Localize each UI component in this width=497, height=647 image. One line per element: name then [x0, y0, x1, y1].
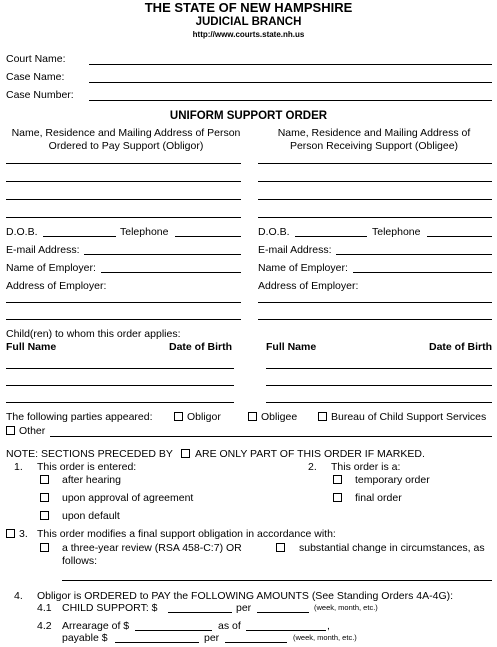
children-dob-header-right: Date of Birth	[429, 341, 492, 353]
obligee-heading-1: Name, Residence and Mailing Address of	[277, 127, 471, 139]
court-name-field[interactable]	[89, 64, 492, 65]
arrearage-label: Arrearage of $	[62, 620, 130, 632]
child-support-period-field[interactable]	[257, 612, 309, 613]
obligee-telephone-field[interactable]	[427, 236, 492, 237]
temporary-order-checkbox[interactable]	[333, 475, 342, 484]
upon-default-checkbox[interactable]	[40, 511, 49, 520]
obligee-dob-label: D.O.B.	[258, 226, 290, 238]
obligor-appeared-checkbox[interactable]	[174, 412, 183, 421]
substantial-change-follows: follows:	[62, 555, 98, 567]
arrearage-asof-label: as of	[218, 620, 241, 632]
children-fullname-header-left: Full Name	[6, 341, 57, 353]
parties-label: The following parties appeared:	[6, 411, 153, 423]
final-order-checkbox[interactable]	[333, 493, 342, 502]
after-hearing-label: after hearing	[62, 474, 121, 486]
child-line-right-2[interactable]	[266, 385, 492, 386]
obligor-dob-field[interactable]	[43, 236, 116, 237]
upon-default-label: upon default	[62, 510, 120, 522]
section2-number: 2.	[308, 461, 317, 473]
note-checkbox-sample	[181, 449, 190, 458]
obligee-appeared-checkbox[interactable]	[248, 412, 257, 421]
obligee-telephone-label: Telephone	[372, 226, 421, 238]
section42-number: 4.2	[37, 620, 52, 632]
obligee-address-line-2[interactable]	[258, 181, 492, 182]
child-line-right-3[interactable]	[266, 402, 492, 403]
state-title: THE STATE OF NEW HAMPSHIRE	[144, 0, 353, 15]
obligor-dob-label: D.O.B.	[6, 226, 38, 238]
bcss-appeared-label: Bureau of Child Support Services	[331, 411, 487, 423]
children-fullname-header-right: Full Name	[266, 341, 317, 353]
obligee-heading-2: Person Receiving Support (Obligee)	[289, 140, 459, 152]
children-dob-header-left: Date of Birth	[169, 341, 232, 353]
note-text-before: NOTE: SECTIONS PRECEDED BY	[6, 448, 173, 460]
obligor-employer-address-line-2[interactable]	[6, 319, 241, 320]
obligor-address-line-2[interactable]	[6, 181, 241, 182]
child-line-left-1[interactable]	[6, 368, 234, 369]
obligee-address-line-4[interactable]	[258, 217, 492, 218]
arrearage-comma: ,	[327, 620, 330, 632]
three-year-review-checkbox[interactable]	[40, 543, 49, 552]
child-line-left-2[interactable]	[6, 385, 234, 386]
child-support-label: CHILD SUPPORT: $	[62, 602, 158, 614]
other-appeared-field[interactable]	[50, 436, 492, 437]
obligor-telephone-label: Telephone	[120, 226, 169, 238]
payable-per-label: per	[204, 632, 220, 644]
obligee-address-line-3[interactable]	[258, 199, 492, 200]
substantial-change-checkbox[interactable]	[276, 543, 285, 552]
child-support-per-label: per	[236, 602, 252, 614]
section41-number: 4.1	[37, 602, 52, 614]
obligor-heading-2: Ordered to Pay Support (Obligor)	[48, 140, 204, 152]
section3-checkbox[interactable]	[6, 529, 15, 538]
obligor-address-line-4[interactable]	[6, 217, 241, 218]
obligee-employer-field[interactable]	[353, 272, 492, 273]
after-hearing-checkbox[interactable]	[40, 475, 49, 484]
obligor-appeared-label: Obligor	[187, 411, 221, 423]
obligor-email-field[interactable]	[84, 254, 241, 255]
arrearage-amount-field[interactable]	[135, 630, 212, 631]
branch-title: JUDICIAL BRANCH	[195, 16, 302, 28]
section3-title: This order modifies a final support obligation in accordance with:	[37, 528, 336, 540]
section1-number: 1.	[14, 461, 23, 473]
section2-title: This order is a:	[331, 461, 401, 473]
payable-period-field[interactable]	[225, 642, 287, 643]
approval-agreement-checkbox[interactable]	[40, 493, 49, 502]
section1-title: This order is entered:	[37, 461, 137, 473]
obligor-telephone-field[interactable]	[175, 236, 241, 237]
case-name-label: Case Name:	[6, 71, 65, 83]
obligee-address-line-1[interactable]	[258, 163, 492, 164]
bcss-appeared-checkbox[interactable]	[318, 412, 327, 421]
case-number-label: Case Number:	[6, 89, 74, 101]
case-number-field[interactable]	[89, 100, 492, 101]
obligee-appeared-label: Obligee	[261, 411, 298, 423]
other-appeared-label: Other	[19, 425, 46, 437]
obligor-heading-1: Name, Residence and Mailing Address of Person	[11, 127, 241, 139]
child-support-period-hint: (week, month, etc.)	[314, 603, 378, 612]
court-name-label: Court Name:	[6, 53, 66, 65]
three-year-review-label: a three-year review (RSA 458-C:7) OR	[62, 542, 242, 554]
approval-agreement-label: upon approval of agreement	[62, 492, 194, 504]
final-order-label: final order	[355, 492, 402, 504]
section3-number: 3.	[19, 528, 28, 540]
court-url: http://www.courts.state.nh.us	[192, 30, 305, 39]
substantial-change-label: substantial change in circumstances, as	[299, 542, 485, 554]
other-appeared-checkbox[interactable]	[6, 426, 15, 435]
obligor-employer-field[interactable]	[101, 272, 241, 273]
obligor-employer-label: Name of Employer:	[6, 262, 96, 274]
obligor-employer-address-line-1[interactable]	[6, 302, 241, 303]
obligor-employer-address-label: Address of Employer:	[6, 280, 107, 292]
children-label: Child(ren) to whom this order applies:	[6, 328, 181, 340]
payable-amount-field[interactable]	[115, 642, 199, 643]
note-text-after: ARE ONLY PART OF THIS ORDER IF MARKED.	[195, 448, 425, 460]
obligee-employer-label: Name of Employer:	[258, 262, 348, 274]
form-title: UNIFORM SUPPORT ORDER	[169, 110, 328, 122]
obligor-address-line-3[interactable]	[6, 199, 241, 200]
section3-explanation-field[interactable]	[62, 580, 492, 581]
section4-title: Obligor is ORDERED to PAY the FOLLOWING AMOUNTS (See Standing Orders 4A-4G):	[37, 590, 454, 602]
obligee-employer-address-line-2[interactable]	[258, 319, 492, 320]
obligee-dob-field[interactable]	[295, 236, 367, 237]
temporary-order-label: temporary order	[355, 474, 430, 486]
section4-number: 4.	[14, 590, 23, 602]
obligee-employer-address-line-1[interactable]	[258, 302, 492, 303]
child-line-left-3[interactable]	[6, 402, 234, 403]
child-support-amount-field[interactable]	[168, 612, 232, 613]
obligee-email-field[interactable]	[336, 254, 492, 255]
arrearage-date-field[interactable]	[246, 630, 326, 631]
obligor-email-label: E-mail Address:	[6, 244, 80, 256]
obligee-email-label: E-mail Address:	[258, 244, 332, 256]
child-line-right-1[interactable]	[266, 368, 492, 369]
obligee-employer-address-label: Address of Employer:	[258, 280, 359, 292]
obligor-address-line-1[interactable]	[6, 163, 241, 164]
case-name-field[interactable]	[89, 82, 492, 83]
payable-period-hint: (week, month, etc.)	[293, 633, 357, 642]
payable-label: payable $	[62, 632, 108, 644]
